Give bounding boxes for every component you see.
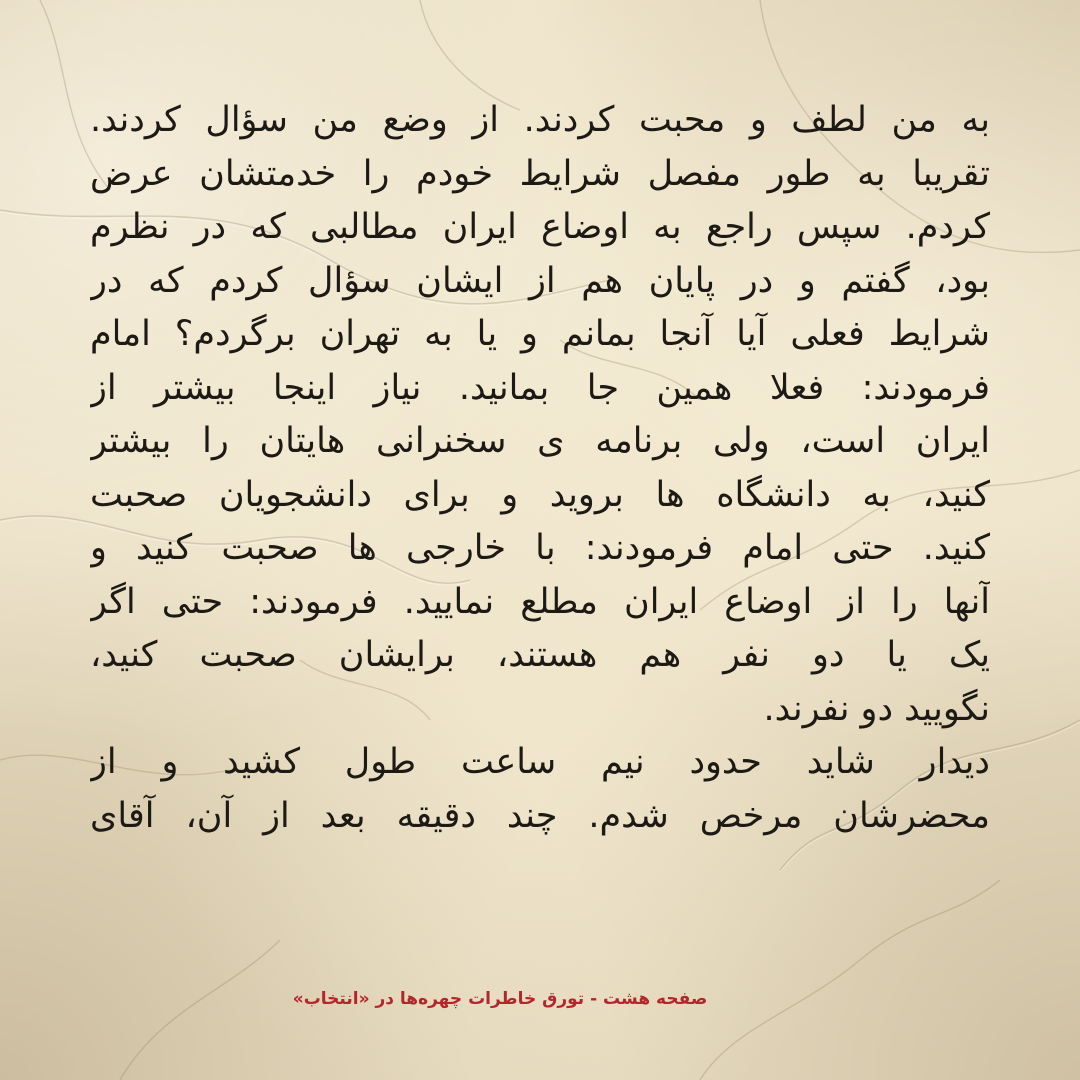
text-line: به من لطف و محبت کردند. از وضع من سؤال کردند. bbox=[90, 100, 990, 140]
text-line: فرمودند: فعلا همین جا بمانید. نیاز اینجا بیشتر از bbox=[90, 367, 990, 408]
text-line: بود، گفتم و در پایان هم از ایشان سؤال کردم که در bbox=[90, 260, 990, 301]
text-line: یک یا دو نفر هم هستند، برایشان صحبت کنید، bbox=[90, 635, 990, 675]
text-line: کنید. حتی امام فرمودند: با خارجی ها صحبت کنید و bbox=[90, 528, 990, 568]
text-line: کردم. سپس راجع به اوضاع ایران مطالبی که در نظرم bbox=[90, 207, 990, 247]
text-line: محضرشان مرخص شدم. چند دقیقه بعد از آن، آقای bbox=[90, 795, 990, 836]
text-line: آنها را از اوضاع ایران مطلع نمایید. فرمودند: حتی اگر bbox=[90, 581, 990, 622]
text-line: نگویید دو نفرند. bbox=[763, 688, 990, 729]
text-line: شرایط فعلی آیا آنجا بمانم و یا به تهران برگردم؟ امام bbox=[90, 314, 990, 354]
text-line: تقریبا به طور مفصل شرایط خودم را خدمتشان عرض bbox=[90, 153, 990, 194]
text-line: دیدار شاید حدود نیم ساعت طول کشید و از bbox=[90, 742, 990, 782]
memoir-text bbox=[90, 94, 990, 843]
text-line: ایران است، ولی برنامه ی سخنرانی هایتان را بیشتر bbox=[90, 421, 990, 461]
page-caption: صفحه هشت - تورق خاطرات چهره‌ها در «انتخاب» bbox=[292, 989, 708, 1009]
text-line: کنید، به دانشگاه ها بروید و برای دانشجویان صحبت bbox=[90, 474, 990, 515]
